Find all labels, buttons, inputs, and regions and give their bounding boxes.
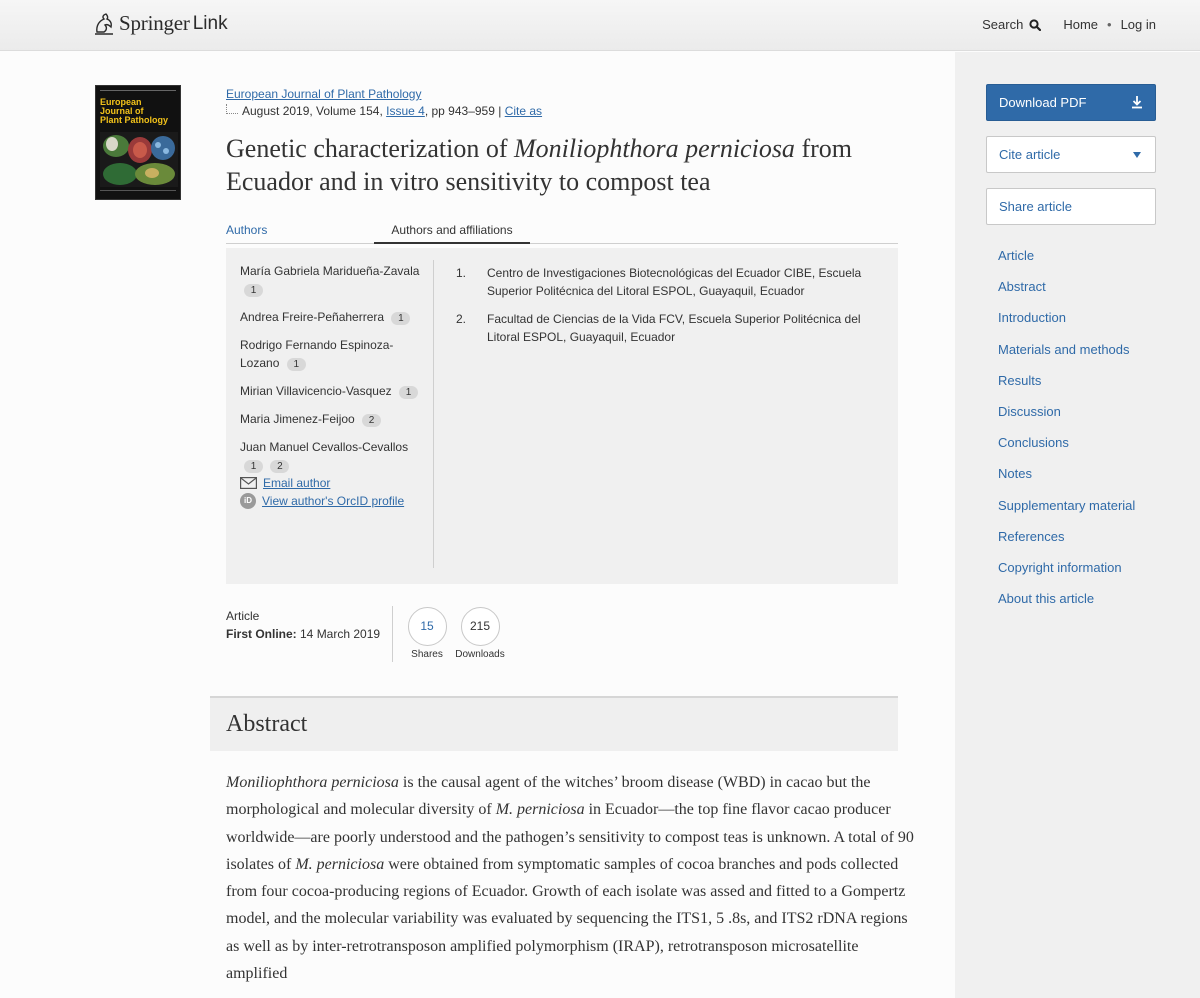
abstract-heading: Abstract bbox=[226, 711, 308, 737]
author-name[interactable]: Andrea Freire-Peñaherrera bbox=[240, 310, 385, 324]
cover-title-line: European bbox=[100, 97, 142, 107]
springerlink-logo[interactable] bbox=[93, 11, 228, 36]
first-online-label: First Online: bbox=[226, 627, 297, 641]
affiliation-badge[interactable]: 1 bbox=[391, 312, 410, 325]
title-text: from Ecuador and in vitro sensitivity to compost tea bbox=[226, 134, 852, 196]
toc-item[interactable]: Article bbox=[998, 248, 1035, 263]
right-sidebar bbox=[955, 52, 1200, 998]
download-icon bbox=[1131, 95, 1143, 109]
toc-item[interactable]: Notes bbox=[998, 466, 1032, 482]
species-name: Moniliophthora perniciosa bbox=[226, 774, 399, 791]
toc-item[interactable]: Materials and methods bbox=[998, 341, 1130, 357]
author-item bbox=[240, 336, 425, 372]
affiliation-badge[interactable]: 2 bbox=[270, 460, 289, 473]
first-online bbox=[226, 627, 380, 641]
login-link[interactable]: Log in bbox=[1120, 17, 1156, 32]
shares-count: 15 bbox=[408, 607, 447, 646]
article-citation-meta bbox=[226, 104, 542, 118]
abstract-segment: were obtained from symptomatic samples of cocoa branches and pods collected from four cocoa-producing regions of Ecuador. Growth of each isolate was assed and fitted to a Gompertz model, and the molecular variability was evaluated by sequencing the ITS1, 5 .8s, and ITS2 rDNA regions as well as by inter-retrotransposon amplified polymorphism (IRAP), retrotransposon microsatellite amplified bbox=[226, 855, 908, 983]
home-link[interactable]: Home bbox=[1063, 17, 1099, 32]
search-label: Search bbox=[982, 17, 1024, 32]
author-name[interactable]: Rodrigo Fernando Espinoza-Lozano bbox=[240, 338, 394, 370]
toc-item[interactable]: Abstract bbox=[998, 279, 1046, 295]
first-online-date: 14 March 2019 bbox=[296, 627, 381, 641]
affiliation-text: Facultad de Ciencias de la Vida FCV, Escuela Superior Politécnica del Litoral ESPOL, Guayaquil, Ecuador bbox=[487, 312, 861, 344]
toc-item[interactable]: References bbox=[998, 528, 1065, 544]
affiliation-badge[interactable]: 1 bbox=[244, 460, 263, 473]
orcid-icon: iD bbox=[240, 493, 256, 509]
author-item bbox=[240, 438, 425, 474]
affiliation-item bbox=[456, 310, 876, 346]
journal-link[interactable]: European Journal of Plant Pathology bbox=[226, 87, 422, 101]
affiliations-list bbox=[456, 264, 876, 356]
affiliation-badge[interactable]: 1 bbox=[399, 386, 418, 399]
article-title bbox=[226, 132, 906, 198]
author-name[interactable]: María Gabriela Maridueña-Zavala bbox=[240, 264, 420, 278]
author-item bbox=[240, 262, 425, 298]
downloads-count: 215 bbox=[461, 607, 500, 646]
tab-authors-and-affiliations[interactable]: Authors and affiliations bbox=[374, 222, 530, 244]
author-item bbox=[240, 410, 425, 428]
abstract-segment: is the causal agent of the witches’ broom disease (WBD) in cacao but the morphological and molecular diversity of bbox=[226, 774, 871, 819]
site-header bbox=[0, 0, 1200, 51]
species-name: M. perniciosa bbox=[495, 801, 585, 819]
title-text: Genetic characterization of bbox=[226, 134, 514, 163]
caret-down-icon bbox=[1133, 152, 1141, 158]
affiliation-number: 1. bbox=[456, 266, 467, 280]
journal-cover-image[interactable] bbox=[95, 85, 181, 200]
search-icon bbox=[1029, 19, 1041, 31]
authors-affiliations-panel bbox=[226, 248, 898, 584]
orcid-profile-link[interactable]: View author's OrcID profile bbox=[262, 494, 405, 508]
toc-item[interactable]: Results bbox=[998, 372, 1042, 388]
author-item bbox=[240, 382, 425, 400]
table-of-contents bbox=[998, 248, 1135, 622]
toc-item[interactable]: Introduction bbox=[998, 310, 1066, 326]
downloads-label: Downloads bbox=[455, 649, 505, 660]
affiliation-number: 2. bbox=[456, 312, 467, 326]
affiliation-item bbox=[456, 264, 876, 300]
abstract-section-header bbox=[210, 696, 898, 751]
species-name: M. perniciosa bbox=[295, 855, 385, 873]
panel-divider bbox=[433, 260, 434, 568]
cover-title-line: Journal of bbox=[100, 106, 144, 116]
header-nav bbox=[982, 17, 1156, 32]
abstract-text bbox=[226, 769, 918, 987]
toc-item[interactable]: About this article bbox=[998, 591, 1095, 607]
email-author-row bbox=[240, 475, 425, 491]
toc-item[interactable]: Discussion bbox=[998, 403, 1061, 419]
authors-list bbox=[240, 262, 425, 509]
envelope-icon bbox=[240, 477, 257, 489]
tab-authors[interactable]: Authors bbox=[226, 223, 268, 237]
metrics-divider bbox=[392, 606, 393, 662]
download-pdf-label: Download PDF bbox=[999, 95, 1087, 110]
toc-item[interactable]: Supplementary material bbox=[998, 497, 1136, 513]
cover-photo-collage bbox=[100, 132, 178, 187]
affiliation-badge[interactable]: 1 bbox=[287, 358, 306, 371]
email-author-link[interactable]: Email author bbox=[263, 476, 331, 490]
download-pdf-button[interactable] bbox=[986, 84, 1156, 121]
logo-springer-text: Springer bbox=[119, 11, 190, 35]
author-item bbox=[240, 308, 425, 326]
shares-label: Shares bbox=[411, 649, 443, 660]
cite-article-label: Cite article bbox=[999, 147, 1061, 162]
share-article-button[interactable] bbox=[986, 188, 1156, 225]
author-name[interactable]: Juan Manuel Cevallos-Cevallos bbox=[240, 440, 409, 454]
affiliation-badge[interactable]: 2 bbox=[362, 414, 381, 427]
orcid-row bbox=[240, 493, 425, 509]
cover-title-line: Plant Pathology bbox=[100, 115, 169, 125]
share-article-label: Share article bbox=[999, 199, 1072, 214]
search-link[interactable] bbox=[982, 17, 1041, 32]
date-volume: August 2019, Volume 154, bbox=[242, 104, 383, 118]
shares-metric[interactable] bbox=[407, 607, 447, 660]
author-tabs bbox=[226, 222, 898, 244]
issue-link[interactable]: Issue 4 bbox=[386, 104, 425, 118]
pages: , pp 943–959 | bbox=[424, 104, 502, 118]
springer-horse-icon bbox=[93, 12, 115, 36]
author-name[interactable]: Mirian Villavicencio-Vasquez bbox=[240, 384, 392, 398]
affiliation-badge[interactable]: 1 bbox=[244, 284, 263, 297]
article-type: Article bbox=[226, 609, 260, 623]
cover-title bbox=[100, 98, 168, 125]
affiliation-text: Centro de Investigaciones Biotecnológicas del Ecuador CIBE, Escuela Superior Politécnica del Litoral ESPOL, Guayaquil, Ecuador bbox=[487, 266, 862, 298]
nav-separator-dot: • bbox=[1107, 17, 1112, 32]
author-name[interactable]: Maria Jimenez-Feijoo bbox=[240, 412, 355, 426]
cite-as-link[interactable]: Cite as bbox=[504, 104, 543, 118]
logo-link-text: Link bbox=[192, 12, 228, 34]
title-species-name: Moniliophthora perniciosa bbox=[514, 134, 795, 163]
toc-item[interactable]: Conclusions bbox=[998, 435, 1069, 451]
abstract-segment: in Ecuador—the top fine flavor cacao producer worldwide—are poorly understood and the pathogen’s sensitivity to compost teas is unknown. A total of 90 isolates of bbox=[226, 801, 914, 873]
cite-article-dropdown[interactable] bbox=[986, 136, 1156, 173]
toc-item[interactable]: Copyright information bbox=[998, 559, 1122, 575]
tree-connector bbox=[226, 104, 238, 114]
downloads-metric bbox=[451, 607, 509, 660]
